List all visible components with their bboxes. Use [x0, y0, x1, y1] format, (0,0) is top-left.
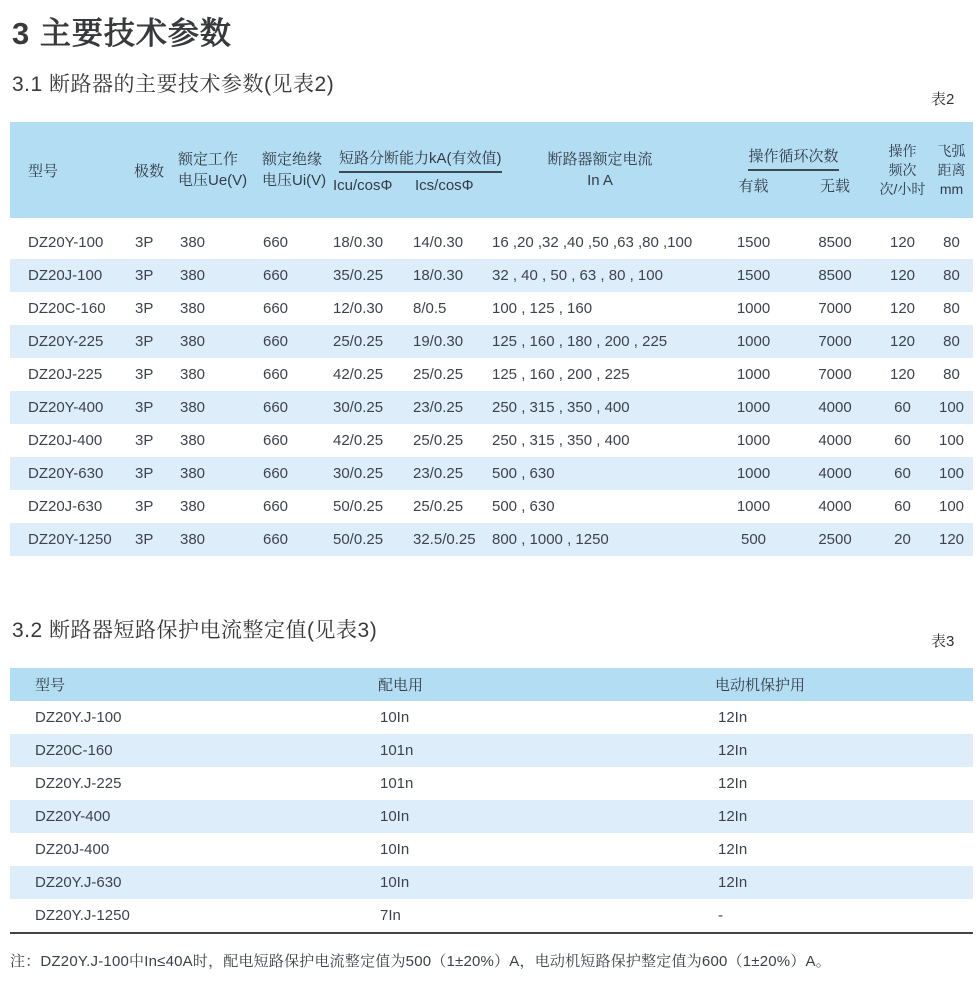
table2-cell: 42/0.25 [333, 432, 384, 449]
table2-cell: 2500 [818, 531, 852, 548]
section-1-heading: 3.1 断路器的主要技术参数(见表2) [12, 73, 335, 96]
table2-cell: 7000 [818, 300, 852, 317]
table2-cell: 4000 [818, 498, 852, 515]
arc-distance-line1: 飞弧 [937, 142, 966, 159]
table2-cell: 120 [889, 267, 916, 284]
table2-cell: 250 , 315 , 350 , 400 [492, 432, 630, 449]
table3-cell: 10In [380, 709, 410, 726]
table2-cell: DZ20Y-630 [28, 465, 104, 482]
table2-cell: 660 [263, 399, 289, 416]
table2-cell: 380 [180, 300, 206, 317]
table3-cell: DZ20Y.J-1250 [35, 907, 130, 924]
table2-cell: 1000 [736, 366, 771, 383]
table3-cell: DZ20Y.J-100 [35, 709, 122, 726]
table2-header-breaking-capacity-group [328, 147, 502, 194]
table2-cell: 12/0.30 [333, 300, 384, 317]
table2-cell: 50/0.25 [333, 498, 384, 515]
table2-cell: 660 [263, 465, 289, 482]
table2-cell: 250 , 315 , 350 , 400 [492, 399, 630, 416]
table2-cell: 18/0.30 [413, 267, 464, 284]
table2-cell: 380 [180, 333, 206, 350]
table2-cell: 500 [740, 531, 767, 548]
table2-cell: 3P [135, 333, 154, 350]
operation-cycles-group-label: 操作循环次数 [748, 145, 838, 171]
rated-working-line2: 电压Ue(V) [178, 172, 248, 189]
table2-cell: 4000 [818, 432, 852, 449]
table2-header-poles: 极数 [134, 162, 165, 180]
table2-cell: 100 [938, 432, 965, 449]
table2-cell: 30/0.25 [333, 399, 384, 416]
table2-cell: 1000 [736, 432, 771, 449]
table3-row [10, 701, 973, 734]
table3-cell: - [718, 907, 723, 924]
table2-cell: 80 [943, 366, 960, 383]
table2-cell: 60 [894, 465, 911, 482]
table2-cell: 35/0.25 [333, 267, 384, 284]
table2-cell: 8/0.5 [413, 300, 447, 317]
table2-cell: 120 [889, 300, 916, 317]
table2-cell: 25/0.25 [413, 432, 464, 449]
table3-row [10, 767, 973, 800]
page-title: 3 主要技术参数 [12, 16, 232, 51]
table2-row [10, 424, 973, 457]
table2-cell: 380 [180, 366, 206, 383]
table2-cell: DZ20Y-1250 [28, 531, 112, 548]
table2-cell: 7000 [818, 366, 852, 383]
table3-header [10, 668, 973, 701]
table2-cell: 380 [180, 531, 206, 548]
table2-cell: 100 [938, 498, 965, 515]
table2-cell: 80 [943, 267, 960, 284]
table2-cell: 500 , 630 [492, 465, 555, 482]
operation-frequency-line3: 次/小时 [879, 180, 926, 197]
icu-subheader: Icu/cosΦ [333, 176, 393, 194]
rated-insulation-line1: 额定绝缘 [262, 151, 323, 168]
table2-cell: 120 [889, 333, 916, 350]
table2-cell: 660 [263, 234, 289, 251]
table2-body [10, 226, 973, 556]
table2-cell: 1000 [736, 465, 771, 482]
table3-header-distribution: 配电用 [378, 677, 424, 694]
table2-cell: 120 [889, 366, 916, 383]
table3-row [10, 866, 973, 899]
table3-body [10, 701, 973, 934]
table3-cell: 7In [380, 907, 401, 924]
table2-cell: 30/0.25 [333, 465, 384, 482]
table2-cell: 3P [135, 366, 154, 383]
table3-cell: 101n [380, 775, 414, 792]
table2-cell: 60 [894, 498, 911, 515]
table2-row [10, 490, 973, 523]
table3-cell: DZ20C-160 [35, 742, 113, 759]
operation-cycles-subheaders [712, 175, 875, 196]
table3-cell: DZ20J-400 [35, 841, 110, 858]
table2-cell: 1000 [736, 498, 771, 515]
table2-cell: 23/0.25 [413, 465, 464, 482]
table2-header [10, 122, 973, 218]
table3-label: 表3 [931, 633, 955, 650]
operation-frequency-line1: 操作 [888, 142, 917, 159]
table2-cell: 125 , 160 , 180 , 200 , 225 [492, 333, 668, 350]
table2-cell: 125 , 160 , 200 , 225 [492, 366, 630, 383]
table2-cell: 380 [180, 234, 206, 251]
unloaded-subheader: 无载 [819, 177, 850, 195]
table2-header-rated-insulation-voltage [256, 149, 328, 191]
table2-cell: 3P [135, 498, 154, 515]
rated-current-group-label: 断路器额定电流 [547, 151, 653, 168]
table3-cell: 12In [718, 874, 748, 891]
table3-row [10, 833, 973, 866]
table2-cell: DZ20Y-100 [28, 234, 104, 251]
table2-cell: 660 [263, 366, 289, 383]
table3-cell: DZ20Y.J-225 [35, 775, 122, 792]
table2-header-arc-distance [930, 142, 973, 199]
table3-cell: 101n [380, 742, 414, 759]
table2-cell: 18/0.30 [333, 234, 384, 251]
table2-cell: DZ20J-100 [28, 267, 103, 284]
table2-cell: 14/0.30 [413, 234, 464, 251]
operation-frequency-line2: 频次 [888, 161, 917, 178]
table2-cell: 3P [135, 465, 154, 482]
table2-header-operation-frequency [875, 142, 930, 199]
table2-cell: 660 [263, 300, 289, 317]
table2-cell: 7000 [818, 333, 852, 350]
table3-cell: 12In [718, 742, 748, 759]
table2-cell: 100 , 125 , 160 [492, 300, 593, 317]
table2-cell: 800 , 1000 , 1250 [492, 531, 609, 548]
table2-row [10, 358, 973, 391]
table2-header-operation-cycles-group [712, 145, 875, 196]
table2-cell: 3P [135, 267, 154, 284]
table2-cell: DZ20J-400 [28, 432, 103, 449]
table2-row [10, 226, 973, 259]
table2-cell: DZ20Y-400 [28, 399, 104, 416]
table2-cell: 32 , 40 , 50 , 63 , 80 , 100 [492, 267, 663, 284]
table2-cell: 3P [135, 432, 154, 449]
table3-cell: 12In [718, 709, 748, 726]
section-2-heading: 3.2 断路器短路保护电流整定值(见表3) [12, 619, 378, 642]
table3-cell: DZ20Y-400 [35, 808, 111, 825]
table3-header-motor-protection: 电动机保护用 [715, 677, 806, 694]
table2-cell: 380 [180, 465, 206, 482]
table2-cell: 25/0.25 [333, 333, 384, 350]
table2-header-model: 型号 [28, 162, 59, 180]
table2-cell: 380 [180, 399, 206, 416]
ics-subheader: Ics/cosΦ [415, 176, 474, 194]
table2-cell: 1000 [736, 333, 771, 350]
table2-cell: 1500 [736, 234, 771, 251]
table2-cell: 80 [943, 300, 960, 317]
breaking-capacity-subheaders [333, 177, 488, 194]
table2-cell: 42/0.25 [333, 366, 384, 383]
table2-cell: DZ20C-160 [28, 300, 106, 317]
table3-row [10, 899, 973, 932]
arc-distance-line2: 距离 [937, 161, 966, 178]
table2-cell: 380 [180, 498, 206, 515]
table3-cell: 12In [718, 841, 748, 858]
table3-header-model: 型号 [35, 677, 66, 694]
table3-cell: 12In [718, 775, 748, 792]
loaded-subheader: 有载 [738, 177, 769, 195]
table3-row [10, 734, 973, 767]
table2-row [10, 457, 973, 490]
table2-cell: 660 [263, 333, 289, 350]
table2-header-rated-working-voltage [172, 149, 256, 191]
rated-current-unit: In A [587, 172, 613, 189]
table2-cell: 32.5/0.25 [413, 531, 476, 548]
table2-row [10, 325, 973, 358]
table3-row [10, 800, 973, 833]
table2-cell: DZ20J-225 [28, 366, 103, 383]
table2-cell: 1000 [736, 300, 771, 317]
table2-row [10, 292, 973, 325]
table2-cell: 20 [894, 531, 911, 548]
rated-insulation-line2: 电压Ui(V) [262, 172, 327, 189]
table2-cell: 3P [135, 300, 154, 317]
table2-label: 表2 [931, 91, 955, 108]
table2-cell: DZ20J-630 [28, 498, 103, 515]
table2-cell: 1000 [736, 399, 771, 416]
table2-cell: 500 , 630 [492, 498, 555, 515]
table2-cell: 660 [263, 267, 289, 284]
table2-cell: 3P [135, 531, 154, 548]
table2-cell: 23/0.25 [413, 399, 464, 416]
table3-cell: 10In [380, 874, 410, 891]
table2-cell: 4000 [818, 399, 852, 416]
table2-cell: 660 [263, 432, 289, 449]
arc-distance-line3: mm [939, 180, 964, 197]
table2-cell: 25/0.25 [413, 366, 464, 383]
table2-cell: 3P [135, 234, 154, 251]
table3-cell: 10In [380, 841, 410, 858]
table2-cell: 19/0.30 [413, 333, 464, 350]
table2-cell: 660 [263, 498, 289, 515]
table2-cell: DZ20Y-225 [28, 333, 104, 350]
table2-header-rated-current-group [488, 149, 712, 191]
table2-cell: 25/0.25 [413, 498, 464, 515]
table2-cell: 380 [180, 432, 206, 449]
table2-cell: 16 ,20 ,32 ,40 ,50 ,63 ,80 ,100 [492, 234, 693, 251]
table2-cell: 120 [938, 531, 965, 548]
table2-cell: 60 [894, 399, 911, 416]
table2-cell: 80 [943, 234, 960, 251]
table2-row [10, 523, 973, 556]
table3-cell: DZ20Y.J-630 [35, 874, 122, 891]
table2-cell: 50/0.25 [333, 531, 384, 548]
table2-cell: 1500 [736, 267, 771, 284]
table2-cell: 120 [889, 234, 916, 251]
rated-working-line1: 额定工作 [178, 151, 239, 168]
breaking-capacity-group-label: 短路分断能力kA(有效值) [339, 147, 502, 173]
table2-cell: 8500 [818, 267, 852, 284]
table2-cell: 8500 [818, 234, 852, 251]
table2-cell: 100 [938, 399, 965, 416]
table3-cell: 12In [718, 808, 748, 825]
table2-row [10, 259, 973, 292]
table2-cell: 4000 [818, 465, 852, 482]
table2-cell: 80 [943, 333, 960, 350]
table2-cell: 100 [938, 465, 965, 482]
table2-cell: 380 [180, 267, 206, 284]
table2-cell: 60 [894, 432, 911, 449]
table2-cell: 3P [135, 399, 154, 416]
table2-cell: 660 [263, 531, 289, 548]
footnote: 注：DZ20Y.J-100中In≤40A时，配电短路保护电流整定值为500（1±20%）A，电动机短路保护整定值为600（1±20%）A。 [10, 953, 831, 970]
table2-row [10, 391, 973, 424]
table3-cell: 10In [380, 808, 410, 825]
